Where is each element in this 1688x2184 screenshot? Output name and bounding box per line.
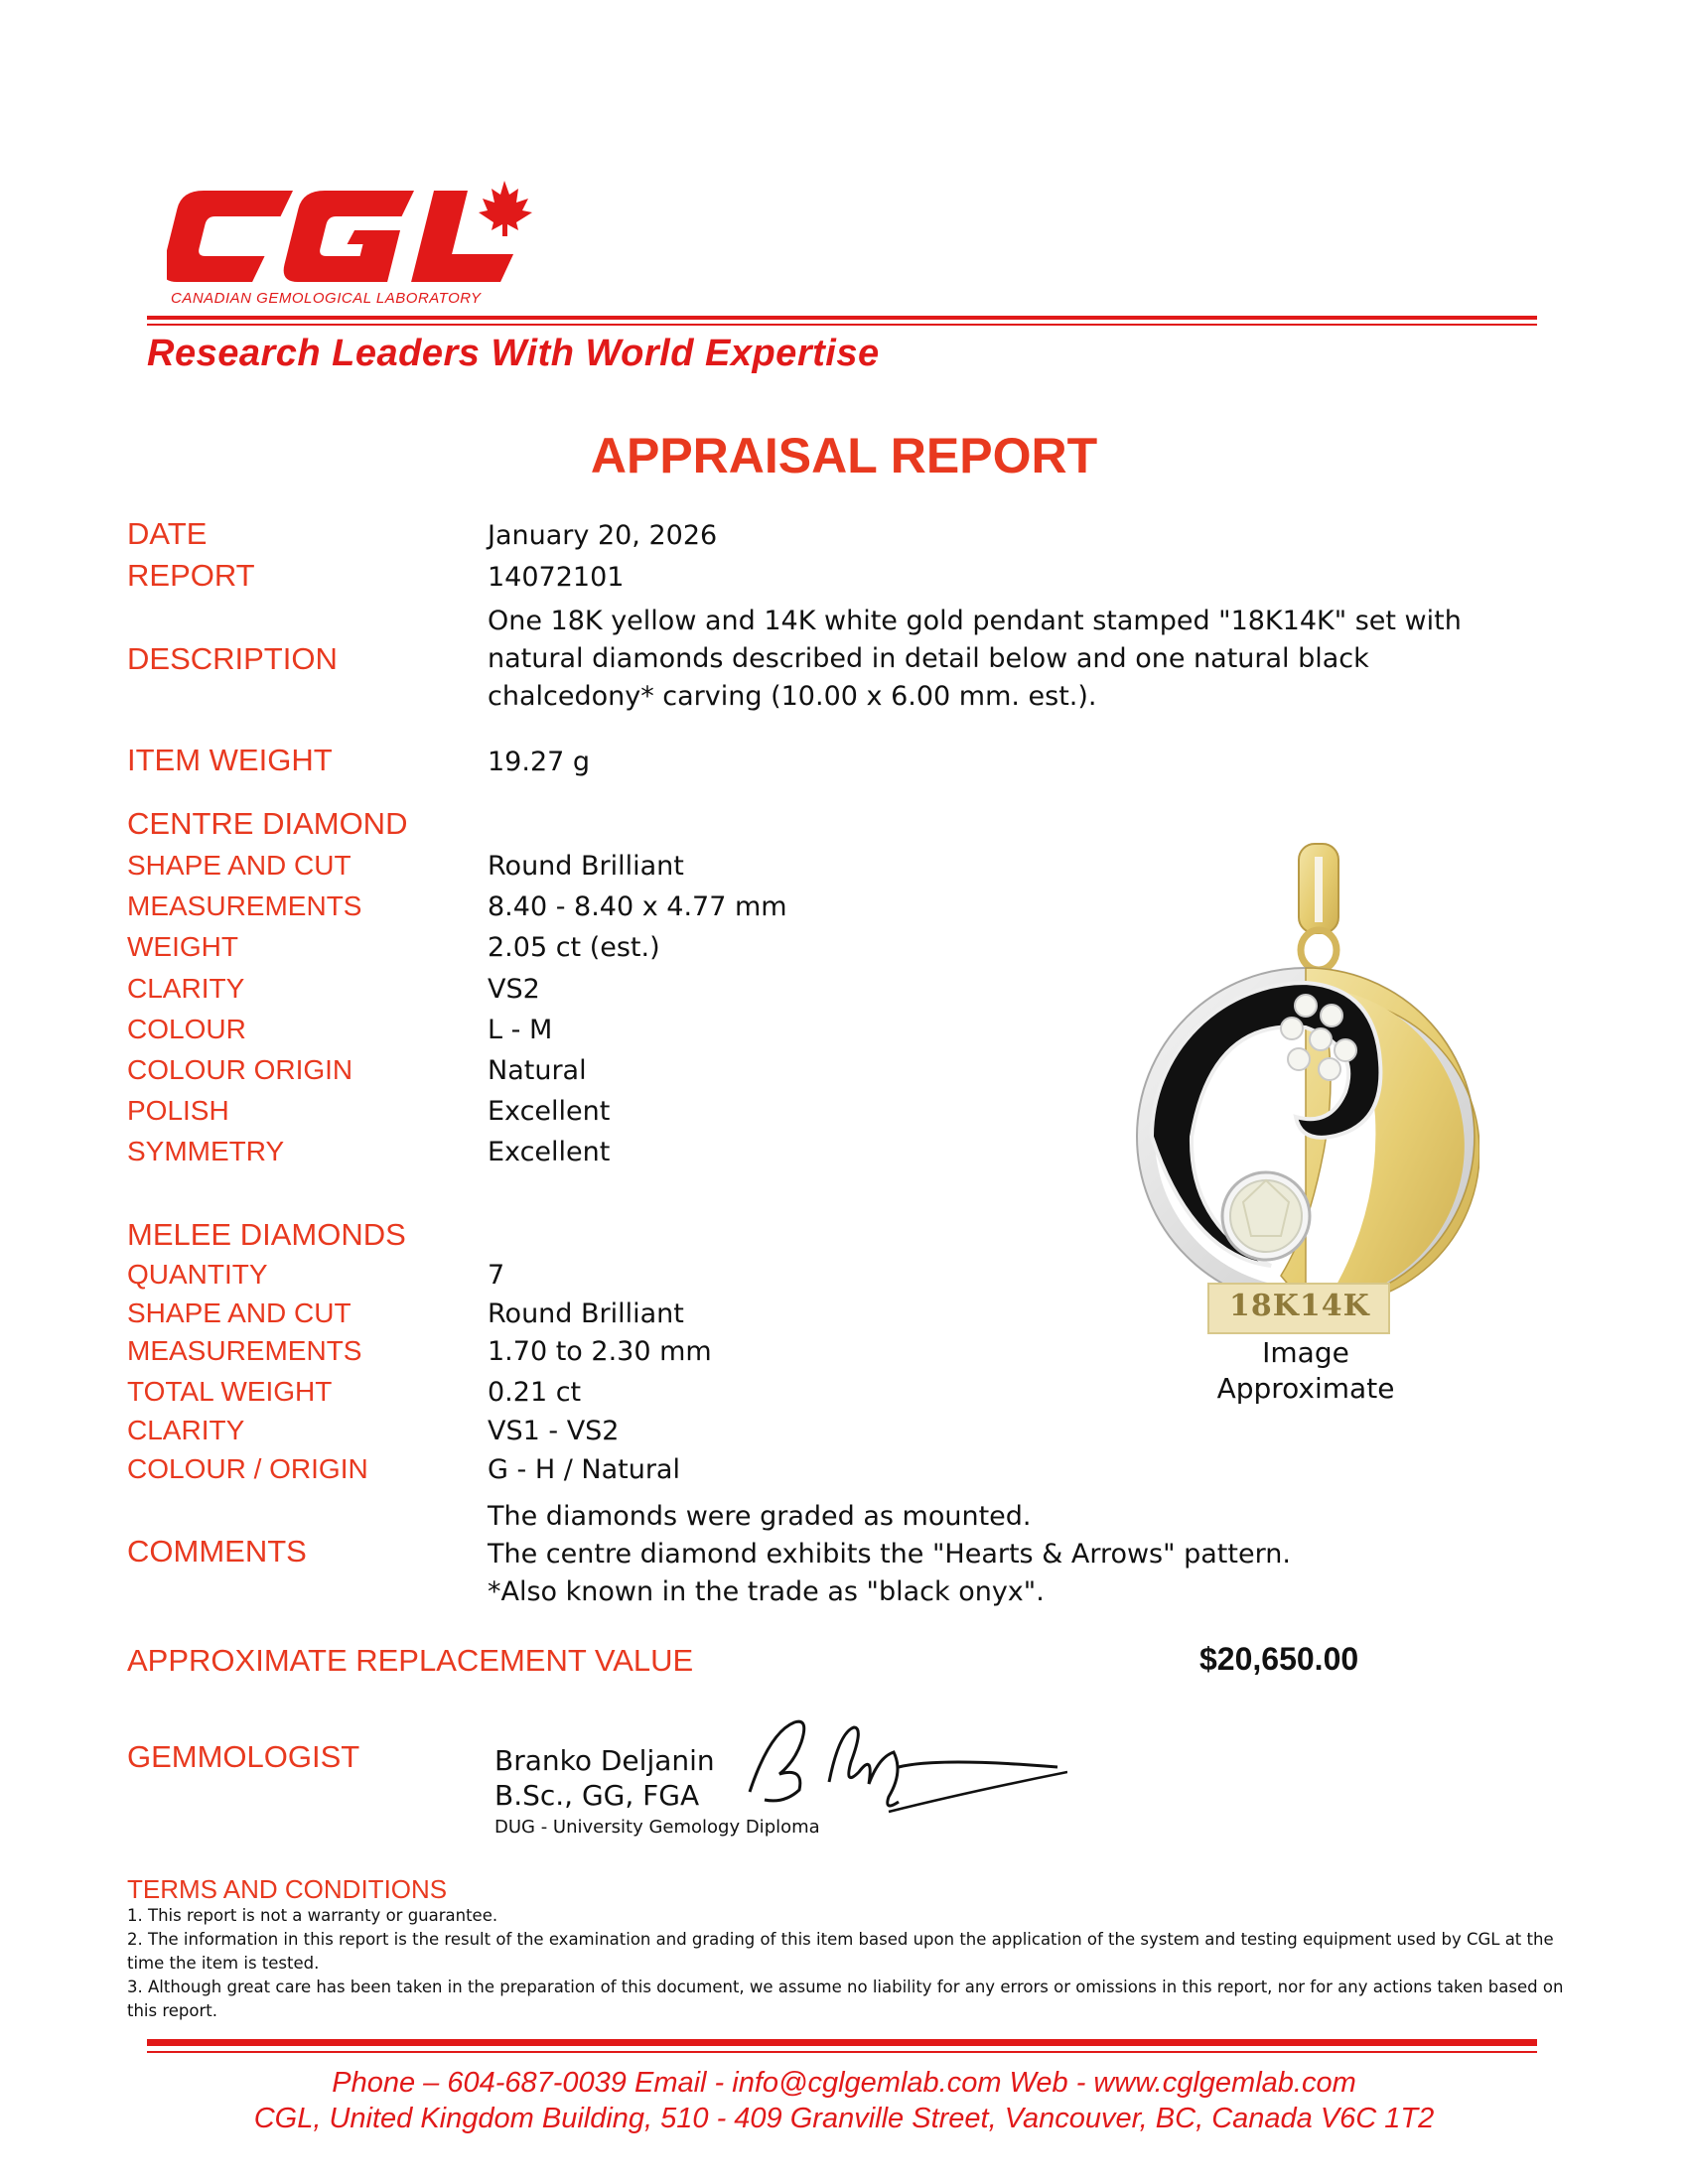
centre-row-label: SYMMETRY (127, 1136, 285, 1166)
gemmologist-diploma: DUG - University Gemology Diploma (494, 1817, 820, 1838)
description-label: DESCRIPTION (127, 641, 338, 676)
image-caption-line2: Approximate (1216, 1372, 1395, 1405)
centre-row-label: CLARITY (127, 973, 245, 1004)
centre-row-label: POLISH (127, 1095, 229, 1126)
centre-row-value: 2.05 ct (est.) (488, 932, 660, 963)
centre-row-label: MEASUREMENTS (127, 890, 362, 921)
description-value: One 18K yellow and 14K white gold pendant stamped "18K14K" set with natural diamonds described in detail below and one natural black chalcedony* carving (10.00 x 6.00 mm. est.). (488, 606, 1462, 712)
footer-rule-thin (147, 2051, 1537, 2053)
hallmark-stamp-text: 18K14K (1229, 1289, 1370, 1323)
gemmologist-label: GEMMOLOGIST (127, 1739, 360, 1774)
replacement-value-label: APPROXIMATE REPLACEMENT VALUE (127, 1643, 694, 1678)
item-weight-value: 19.27 g (488, 747, 591, 777)
melee-row-label: CLARITY (127, 1415, 245, 1445)
terms-title: TERMS AND CONDITIONS (127, 1874, 448, 1904)
centre-row-value: Round Brilliant (488, 851, 684, 882)
terms-list (127, 1904, 1577, 2023)
footer-rule-thick (147, 2039, 1537, 2046)
melee-row-label: MEASUREMENTS (127, 1335, 362, 1366)
melee-diamonds-heading: MELEE DIAMONDS (127, 1217, 406, 1252)
comments-label: COMMENTS (127, 1534, 307, 1569)
hallmark-stamp-image (1207, 1283, 1390, 1334)
melee-row-value: G - H / Natural (488, 1454, 680, 1485)
centre-row-value: Natural (488, 1055, 587, 1086)
centre-row-label: COLOUR (127, 1014, 246, 1044)
image-caption-line1: Image (1262, 1336, 1349, 1369)
report-title: APPRAISAL REPORT (590, 428, 1098, 483)
terms-item: 3. Although great care has been taken in the preparation of this document, we assume no liability for any errors or omissions in this report, nor for any actions taken based on this report. (127, 1978, 1564, 2020)
centre-row-label: SHAPE AND CUT (127, 850, 352, 881)
melee-row-label: TOTAL WEIGHT (127, 1376, 333, 1407)
melee-row-value: 7 (488, 1260, 505, 1291)
header-rule-thin (147, 324, 1537, 326)
signature-image (740, 1712, 1067, 1822)
terms-item: 1. This report is not a warranty or guarantee. (127, 1906, 498, 1925)
melee-row-label: SHAPE AND CUT (127, 1297, 352, 1328)
melee-row-label: COLOUR / ORIGIN (127, 1453, 368, 1484)
pendant-image (1132, 839, 1479, 1325)
comment-line: The centre diamond exhibits the "Hearts & Arrows" pattern. (488, 1539, 1291, 1570)
date-value: January 20, 2026 (488, 520, 718, 551)
footer-contact: Phone – 604-687-0039 Email - info@cglgemlab.com Web - www.cglgemlab.com (332, 2067, 1356, 2099)
comment-line: *Also known in the trade as "black onyx". (488, 1576, 1045, 1607)
centre-row-value: VS2 (488, 974, 540, 1005)
centre-row-value: Excellent (488, 1096, 611, 1127)
melee-row-value: VS1 - VS2 (488, 1416, 620, 1446)
logo-subtitle: CANADIAN GEMOLOGICAL LABORATORY (171, 290, 482, 307)
melee-row-value: 1.70 to 2.30 mm (488, 1336, 712, 1367)
footer-address: CGL, United Kingdom Building, 510 - 409 Granville Street, Vancouver, BC, Canada V6C 1T2 (253, 2103, 1435, 2134)
centre-diamond-heading: CENTRE DIAMOND (127, 806, 408, 841)
melee-row-value: Round Brilliant (488, 1298, 684, 1329)
item-weight-label: ITEM WEIGHT (127, 743, 333, 777)
comment-line: The diamonds were graded as mounted. (488, 1501, 1032, 1532)
centre-row-value: Excellent (488, 1137, 611, 1167)
cgl-logo (167, 179, 544, 288)
centre-row-label: WEIGHT (127, 931, 238, 962)
gemmologist-name: Branko Deljanin (494, 1744, 715, 1777)
replacement-value-amount: $20,650.00 (1199, 1641, 1359, 1677)
report-value: 14072101 (488, 562, 625, 593)
melee-row-value: 0.21 ct (488, 1377, 582, 1408)
melee-row-label: QUANTITY (127, 1259, 268, 1290)
gemmologist-credentials: B.Sc., GG, FGA (494, 1779, 700, 1812)
centre-row-label: COLOUR ORIGIN (127, 1054, 353, 1085)
report-label: REPORT (127, 558, 255, 593)
centre-row-value: 8.40 - 8.40 x 4.77 mm (488, 891, 787, 922)
centre-row-value: L - M (488, 1015, 553, 1045)
date-label: DATE (127, 516, 208, 551)
tagline: Research Leaders With World Expertise (147, 333, 880, 374)
header-rule-thick (147, 316, 1537, 320)
terms-item: 2. The information in this report is the result of the examination and grading of this item based upon the application of the system and testing equipment used by CGL at the time the item is tested. (127, 1930, 1554, 1973)
